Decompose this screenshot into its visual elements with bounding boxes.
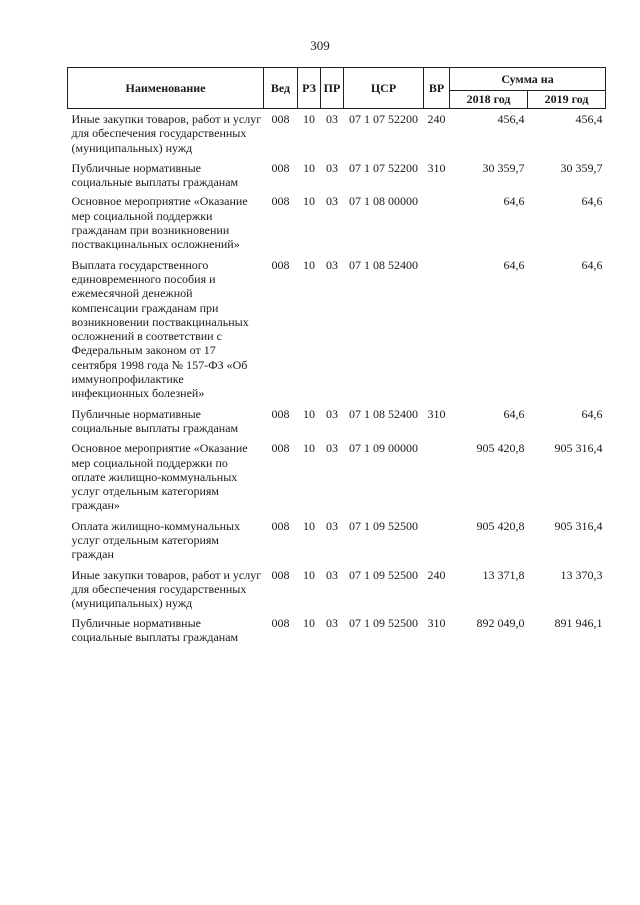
row-vr: 240 — [427, 567, 446, 582]
table-body — [68, 109, 606, 646]
header-year-2019: 2019 год — [528, 91, 606, 109]
row-csr: 07 1 08 52400 — [349, 257, 418, 272]
row-sum-2019: 64,6 — [581, 406, 603, 421]
row-sum-2019: 30 359,7 — [560, 160, 603, 175]
row-ved: 008 — [271, 441, 290, 456]
row-name: Публичные нормативные социальные выплаты гражданам — [71, 160, 239, 190]
row-name: Публичные нормативные социальные выплаты гражданам — [71, 406, 239, 435]
row-name: Иные закупки товаров, работ и услуг для обеспечения государственных (муниципальных) нужд — [71, 567, 262, 611]
row-sum-2019: 13 370,3 — [560, 567, 603, 582]
row-vr — [424, 436, 450, 513]
row-sum-2019: 64,6 — [581, 257, 603, 272]
row-sum-2019: 891 946,1 — [554, 615, 603, 630]
row-sum-2019: 64,6 — [581, 194, 603, 209]
row-rz: 10 — [303, 441, 315, 456]
table-row — [68, 109, 606, 156]
row-sum-2019: 456,4 — [575, 112, 603, 126]
row-ved: 008 — [271, 160, 290, 175]
row-ved: 008 — [271, 257, 290, 272]
row-pr: 03 — [326, 615, 338, 630]
row-sum-2018: 905 420,8 — [476, 441, 525, 456]
row-name: Публичные нормативные социальные выплаты гражданам — [71, 615, 239, 644]
row-ved: 008 — [271, 194, 290, 209]
row-rz: 10 — [303, 112, 315, 126]
row-vr: 310 — [427, 160, 446, 175]
budget-table — [67, 67, 606, 645]
row-sum-2018: 892 049,0 — [476, 615, 525, 630]
table-row — [68, 190, 606, 252]
row-ved: 008 — [271, 406, 290, 421]
row-rz: 10 — [303, 160, 315, 175]
header-rz: РЗ — [298, 68, 321, 109]
row-csr: 07 1 08 00000 — [349, 194, 418, 209]
row-rz: 10 — [303, 406, 315, 421]
row-vr — [424, 253, 450, 402]
row-sum-2019: 905 316,4 — [554, 441, 603, 456]
row-ved: 008 — [271, 518, 290, 533]
row-sum-2018: 64,6 — [503, 194, 525, 209]
row-pr: 03 — [326, 441, 338, 456]
table-row — [68, 563, 606, 612]
row-csr: 07 1 09 00000 — [349, 441, 418, 456]
header-year-2018: 2018 год — [450, 91, 528, 109]
row-rz: 10 — [303, 567, 315, 582]
row-name: Выплата государственного единовременного пособия и ежемесячной денежной компенсации гражданам при возникновении поствакцинальных осложнений в соответствии с Федеральным законом от 17 сентября 1998 года № 157-ФЗ «Об иммунопрофилактике инфекционных болезней» — [71, 257, 249, 401]
row-sum-2018: 64,6 — [503, 257, 525, 272]
table-row — [68, 514, 606, 563]
row-csr: 07 1 09 52500 — [349, 518, 418, 533]
row-ved: 008 — [271, 615, 290, 630]
row-name: Основное мероприятие «Оказание мер социальной поддержки гражданам при возникновении поствакцинальных осложнений» — [71, 194, 248, 252]
row-sum-2018: 13 371,8 — [482, 567, 525, 582]
row-rz: 10 — [303, 615, 315, 630]
row-rz: 10 — [303, 518, 315, 533]
row-vr: 310 — [427, 406, 446, 421]
table-row — [68, 402, 606, 437]
row-pr: 03 — [326, 406, 338, 421]
row-name: Оплата жилищно-коммунальных услуг отдельным категориям граждан — [71, 518, 241, 562]
row-rz: 10 — [303, 194, 315, 209]
table-row — [68, 253, 606, 402]
row-pr: 03 — [326, 567, 338, 582]
row-csr: 07 1 09 52500 — [349, 567, 418, 582]
header-sum: Сумма на — [450, 68, 606, 91]
row-ved: 008 — [271, 567, 290, 582]
table-row — [68, 612, 606, 646]
header-ved: Вед — [264, 68, 298, 109]
row-vr: 310 — [427, 615, 446, 630]
row-pr: 03 — [326, 194, 338, 209]
row-ved: 008 — [271, 112, 290, 126]
row-pr: 03 — [326, 257, 338, 272]
row-pr: 03 — [326, 518, 338, 533]
row-vr — [424, 190, 450, 252]
header-name: Наименование — [68, 68, 264, 109]
row-sum-2018: 30 359,7 — [482, 160, 525, 175]
row-csr: 07 1 07 52200 — [349, 160, 418, 175]
row-sum-2019: 905 316,4 — [554, 518, 603, 533]
row-vr: 240 — [427, 112, 446, 126]
row-csr: 07 1 07 52200 — [349, 112, 418, 126]
header-csr: ЦСР — [344, 68, 424, 109]
page-number: 309 — [310, 38, 330, 53]
table-row — [68, 156, 606, 191]
table-header — [68, 68, 606, 109]
row-sum-2018: 905 420,8 — [476, 518, 525, 533]
row-pr: 03 — [326, 160, 338, 175]
table-row — [68, 436, 606, 513]
row-csr: 07 1 09 52500 — [349, 615, 418, 630]
row-name: Основное мероприятие «Оказание мер социальной поддержки по оплате жилищно-коммунальных услуг отдельным категориям граждан» — [71, 441, 248, 513]
row-csr: 07 1 08 52400 — [349, 406, 418, 421]
row-sum-2018: 64,6 — [503, 406, 525, 421]
header-vr: ВР — [424, 68, 450, 109]
row-rz: 10 — [303, 257, 315, 272]
row-vr — [424, 514, 450, 563]
row-sum-2018: 456,4 — [497, 112, 525, 126]
row-pr: 03 — [326, 112, 338, 126]
header-pr: ПР — [321, 68, 344, 109]
row-name: Иные закупки товаров, работ и услуг для обеспечения государственных (муниципальных) нужд — [71, 112, 262, 155]
